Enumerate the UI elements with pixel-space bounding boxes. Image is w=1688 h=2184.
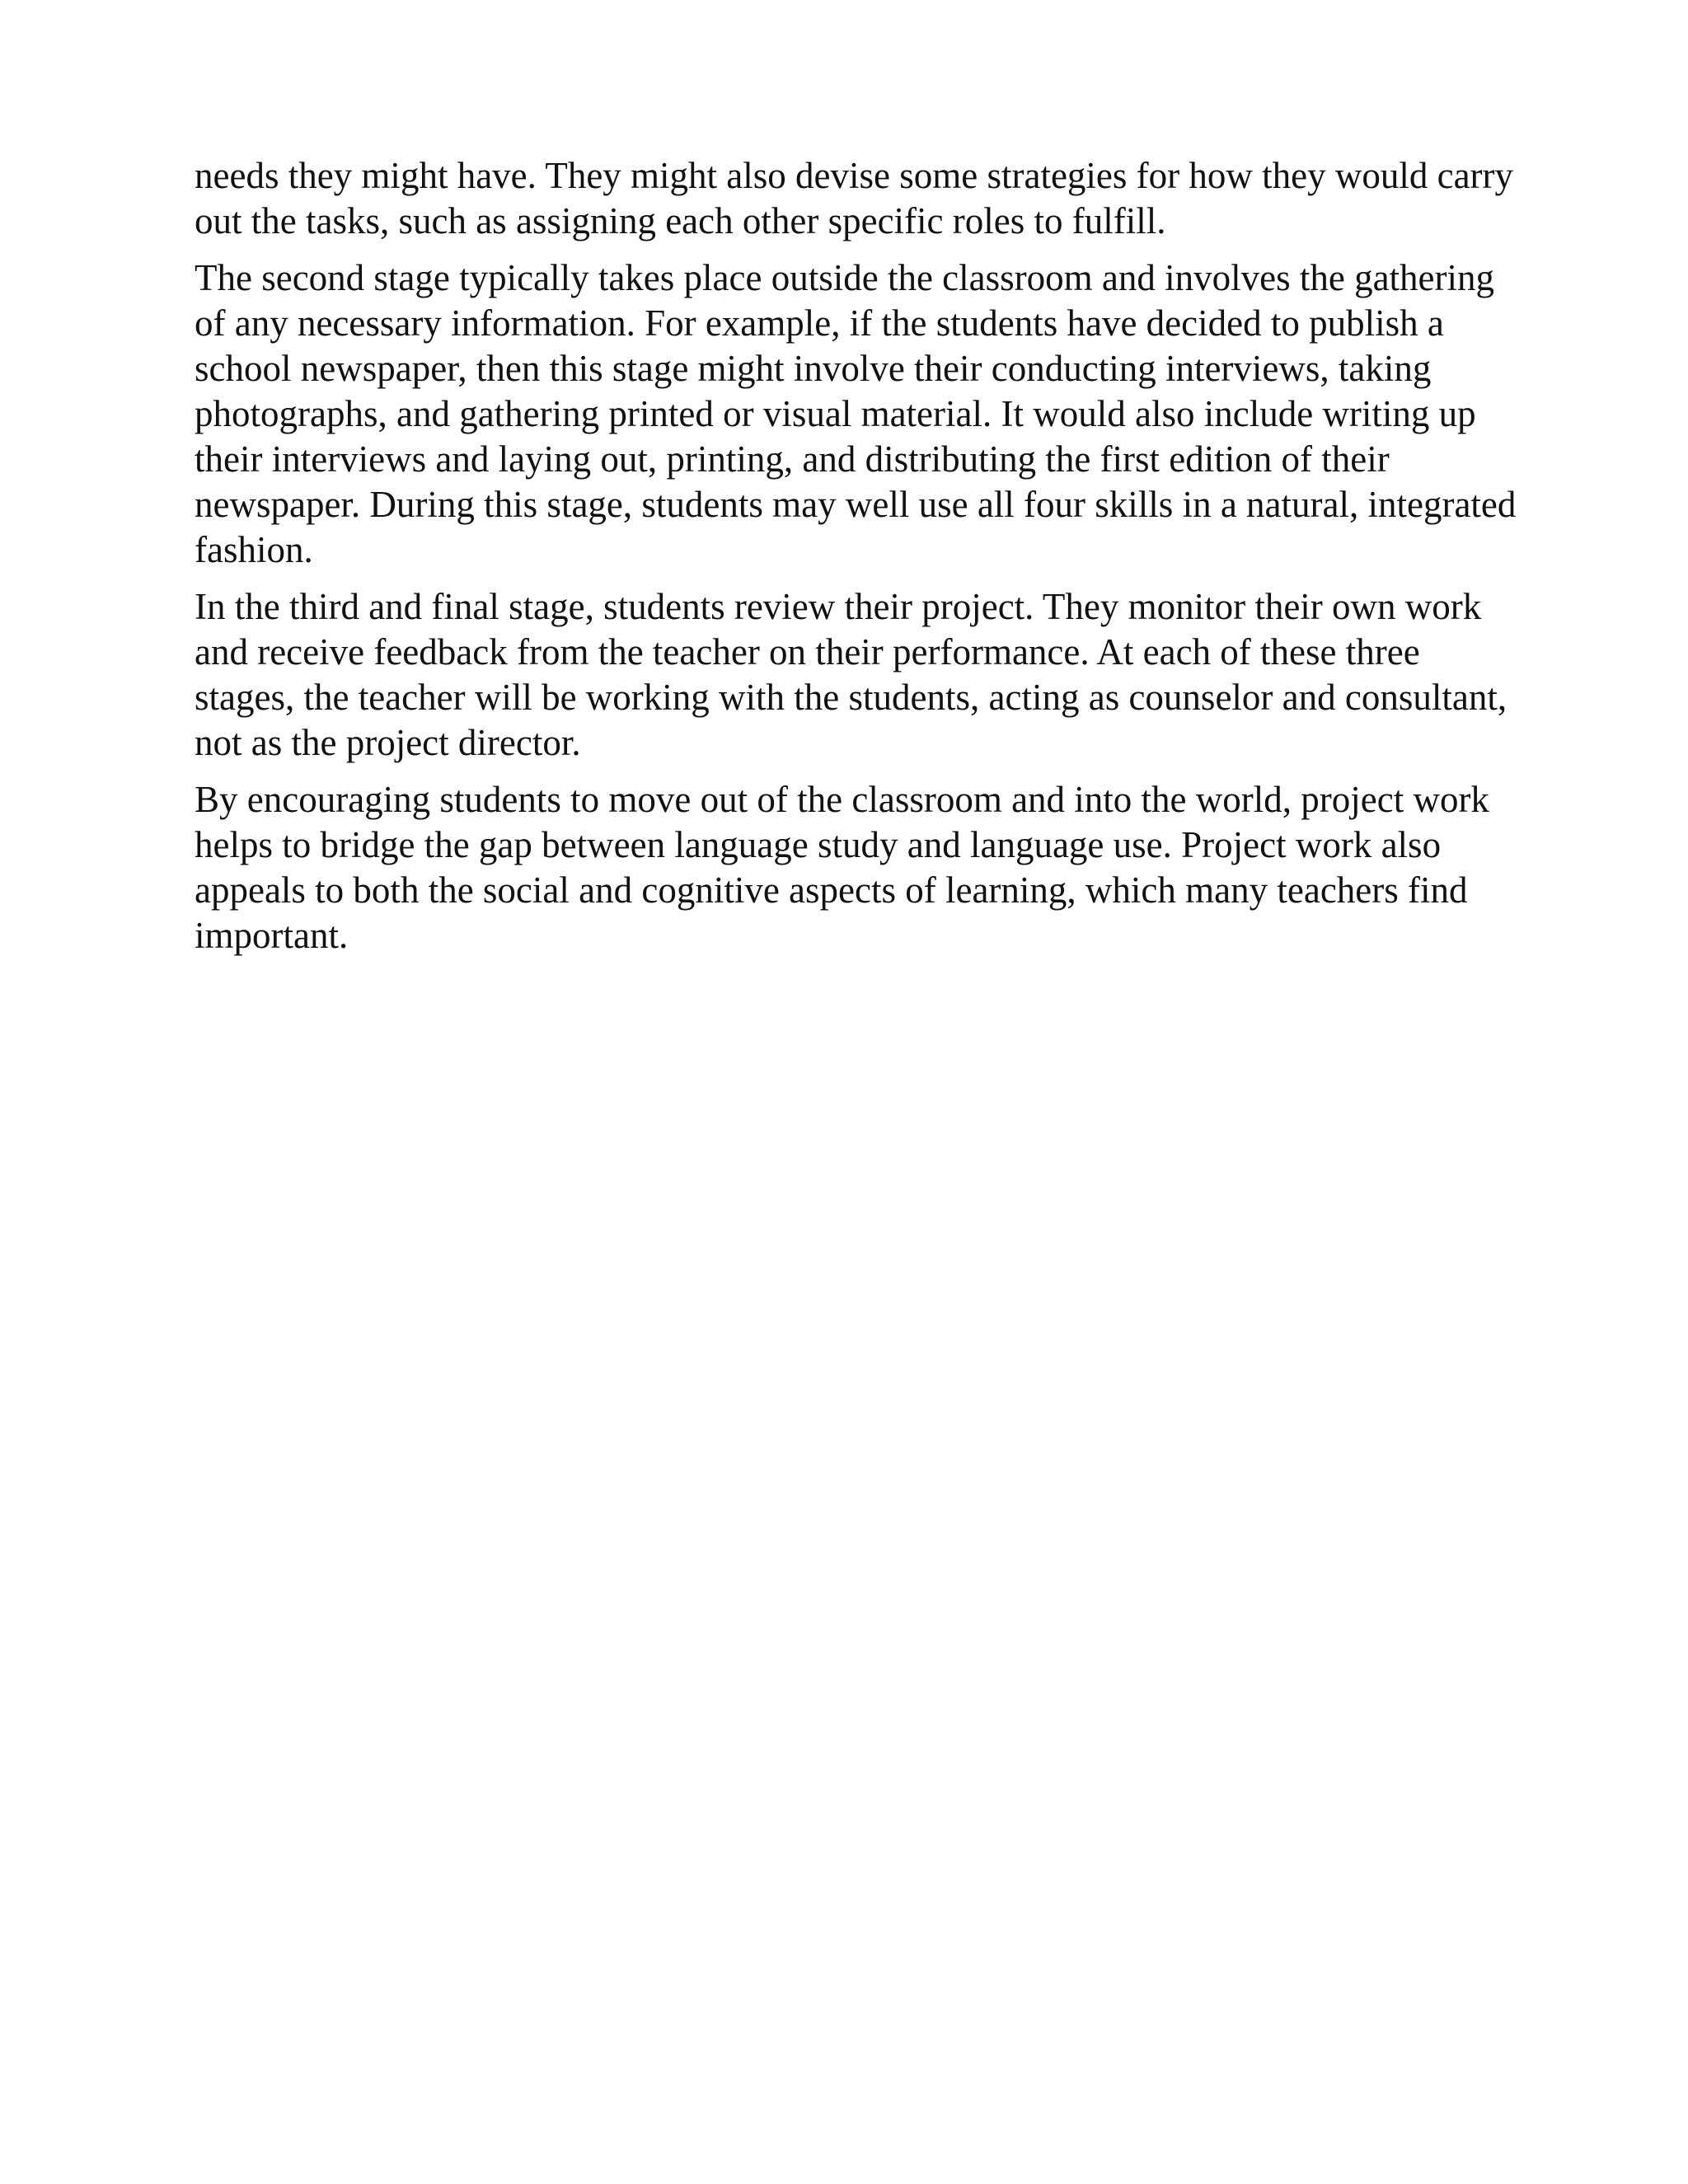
paragraph-continuation: needs they might have. They might also devise some strategies for how they would carry out the tasks, such as assigning each other specific roles to fulfill. (195, 155, 1514, 241)
document-body (195, 153, 1522, 970)
paragraph-conclusion: By encouraging students to move out of the classroom and into the world, project work helps to bridge the gap between language study and language use. Project work also appeals to both the social and cognitive aspects of learning, which many teachers find important. (195, 779, 1489, 956)
paragraph-third-stage: In the third and final stage, students review their project. They monitor their own work and receive feedback from the teacher on their performance. At each of these three stages, the teacher will be working with the students, acting as counselor and consultant, not as the project director. (195, 586, 1507, 763)
paragraph-second-stage: The second stage typically takes place outside the classroom and involves the gathering of any necessary information. For example, if the students have decided to publish a school newspaper, then this stage might involve their conducting interviews, taking photographs, and gathering printed or visual material. It would also include writing up their interviews and laying out, printing, and distributing the first edition of their newspaper. During this stage, students may well use all four skills in a natural, integrated fashion. (195, 257, 1517, 570)
